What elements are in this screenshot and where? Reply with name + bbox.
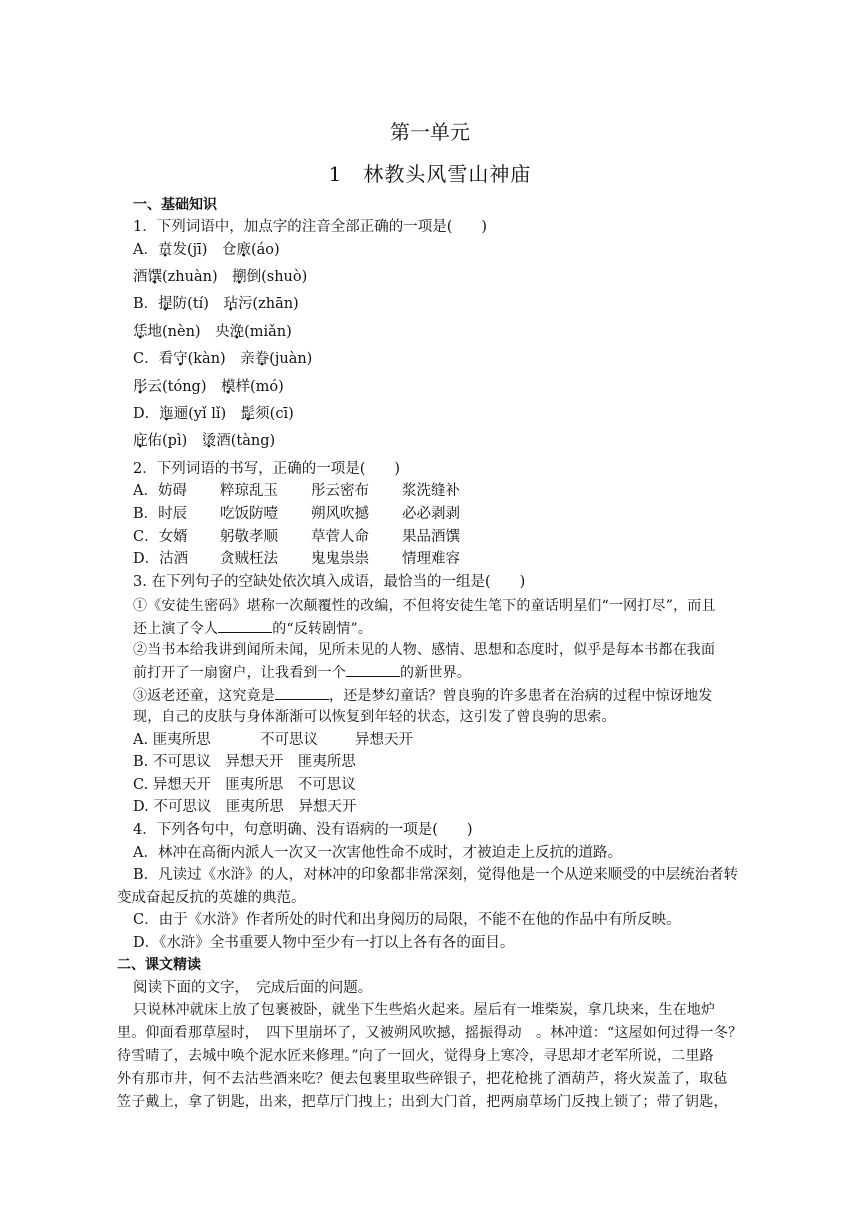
q4-stem: 4．下列各句中，句意明确、没有语病的一项是( ) <box>133 822 473 838</box>
q1-option-b2: 恁地(nèn) 央浼(miǎn) <box>133 324 292 340</box>
reading-line: 只说林冲就床上放了包裹被卧，就坐下生些焰火起来。屋后有一堆柴炭，拿几块来，生在地炉 <box>133 1002 716 1018</box>
q4-option-d: D．《水浒》全书重要人物中至少有一打以上各有各的面目。 <box>133 935 515 951</box>
q3-option-a: A. 匪夷所思 不可思议 异想天开 <box>133 732 413 748</box>
q1-option-a2: 酒馔(zhuàn) 搠倒(shuò) <box>133 269 308 285</box>
q1-option-c2: 彤云(tóng) 模样(mó) <box>133 379 284 395</box>
q1-stem: 1．下列词语中，加点字的注音全部正确的一项是( ) <box>133 219 488 235</box>
q3-sentence-3b: 现，自己的皮肤与身体渐渐可以恢复到年轻的状态，这引发了曾良驹的思索。 <box>133 709 616 725</box>
q3-option-d: D. 不可思议 匪夷所思 异想天开 <box>133 799 357 815</box>
unit-title: 第一单元 <box>390 120 470 144</box>
q3-sentence-2a: ②当书本给我讲到闻所未闻，见所未见的人物、感情、思想和态度时，似乎是每本书都在我面 <box>133 642 716 658</box>
section-heading-basics: 一、基础知识 <box>133 197 217 213</box>
reading-line: 里。仰面看那草屋时， 四下里崩坏了，又被朔风吹撼，摇振得动 。林冲道：“这屋如何过得一冬？ <box>117 1025 743 1041</box>
q4-option-b1: B．凡读过《水浒》的人，对林冲的印象都非常深刻，觉得他是一个从逆来顺受的中层统治者转 <box>133 867 739 883</box>
q1-option-c1: C．看守(kàn) 亲眷(juàn) <box>133 351 313 367</box>
reading-line: 外有那市井，何不去沽些酒来吃？便去包裹里取些碎银子，把花枪挑了酒葫芦，将火炭盖了，取毡 <box>117 1071 728 1087</box>
q3-stem: 3. 在下列句子的空缺处依次填入成语，最恰当的一组是( ) <box>133 574 526 590</box>
answer-blank <box>218 618 272 633</box>
q2-option-c: C．女婿 躬敬孝顺 草菅人命 果品酒馔 <box>133 529 460 545</box>
q2-option-a: A．妨碍 粹琼乱玉 彤云密布 浆洗缝补 <box>133 483 460 499</box>
q2-stem: 2．下列词语的书写，正确的一项是( ) <box>133 461 401 477</box>
reading-line: 笠子戴上，拿了钥匙，出来，把草厅门拽上；出到大门首，把两扇草场门反拽上锁了；带了钥匙， <box>117 1094 728 1110</box>
answer-blank <box>346 662 400 677</box>
q1-option-a1: A．贲发(jī) 仓廒(áo) <box>133 242 280 258</box>
q1-option-d1: D．迤逦(yǐ lǐ) 髭须(cī) <box>133 406 294 422</box>
q4-option-c: C．由于《水浒》作者所处的时代和出身阅历的局限，不能不在他的作品中有所反映。 <box>133 912 681 928</box>
q1-option-d2: 庇佑(pì) 烫酒(tàng) <box>133 433 276 449</box>
q4-option-a: A．林冲在高衙内派人一次又一次害他性命不成时，才被迫走上反抗的道路。 <box>133 845 622 861</box>
q3-option-c: C. 异想天开 匪夷所思 不可思议 <box>133 777 356 793</box>
q4-option-b2: 变成奋起反抗的英雄的典范。 <box>117 890 306 906</box>
q3-option-b: B. 不可思议 异想天开 匪夷所思 <box>133 754 356 770</box>
q1-option-b1: B．提防(tí) 玷污(zhān) <box>133 296 299 312</box>
q3-sentence-1a: ①《安徒生密码》堪称一次颠覆性的改编，不但将安徒生笔下的童话明星们“一网打尽”，而且 <box>133 598 716 614</box>
answer-blank <box>275 685 329 700</box>
q3-sentence-1b: 还上演了令人 的“反转剧情”。 <box>133 618 372 639</box>
q3-sentence-2b: 前打开了一扇窗户，让我看到一个 的新世界。 <box>133 662 471 683</box>
reading-intro: 阅读下面的文字， 完成后面的问题。 <box>133 980 373 996</box>
section-heading-reading: 二、课文精读 <box>117 957 201 973</box>
q2-option-b: B．时辰 吃饭防噎 朔风吹撼 必必剥剥 <box>133 506 460 522</box>
reading-line: 待雪晴了，去城中唤个泥水匠来修理。”向了一回火，觉得身上寒冷，寻思却才老军所说，二里路 <box>117 1048 714 1064</box>
q2-option-d: D．沽酒 贪贼枉法 鬼鬼祟祟 情理难容 <box>133 551 460 567</box>
lesson-title: 1 林教头风雪山神庙 <box>328 162 532 186</box>
q3-sentence-3a: ③返老还童，这究竟是 ，还是梦幻童话？曾良驹的许多患者在治病的过程中惊讶地发 <box>133 685 712 706</box>
